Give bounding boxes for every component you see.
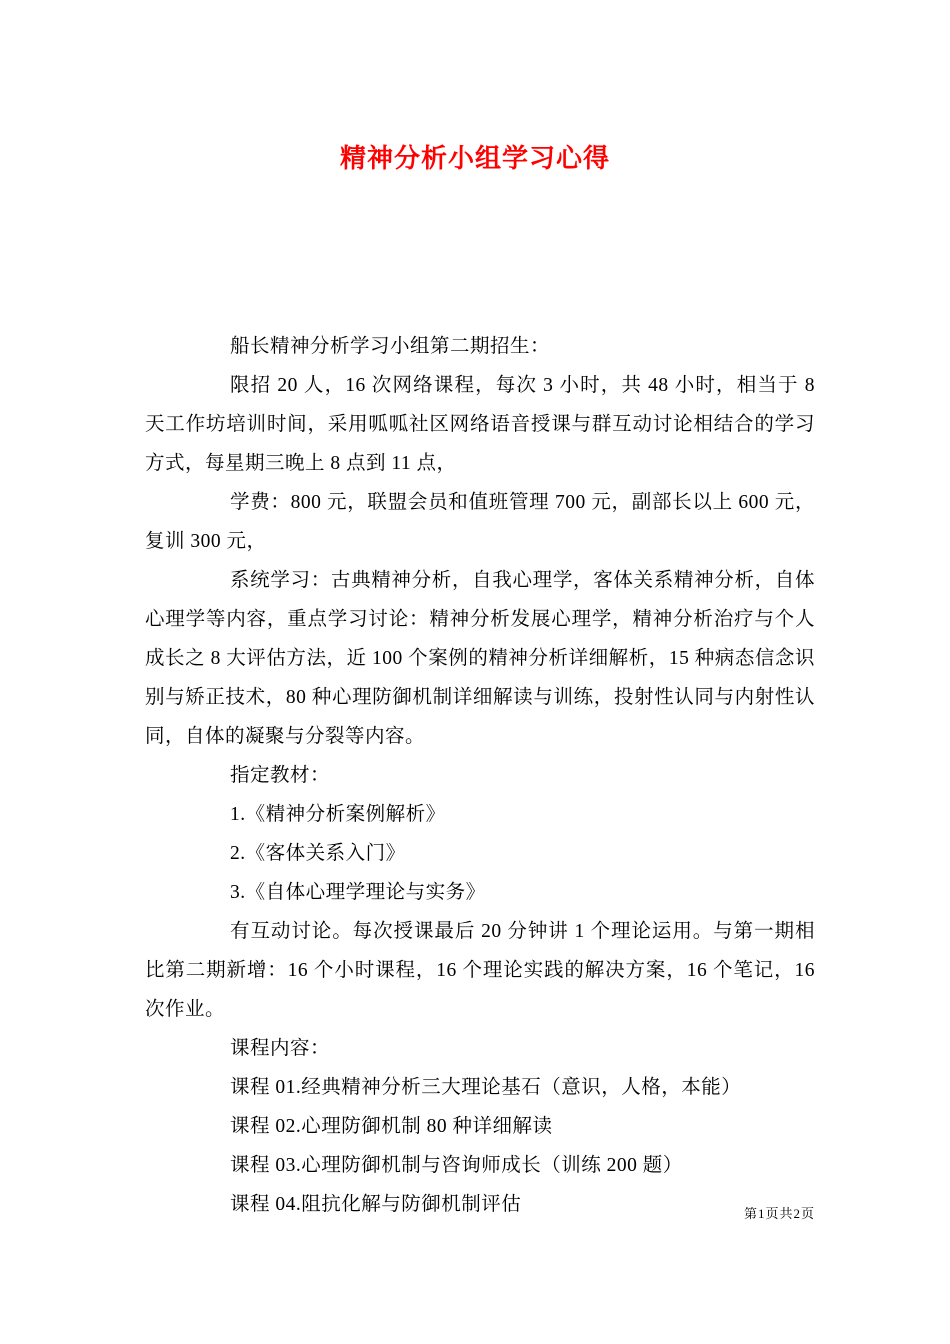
paragraph: 系统学习：古典精神分析，自我心理学，客体关系精神分析，自体心理学等内容，重点学习讨论：精神分析发展心理学，精神分析治疗与个人成长之 8 大评估方法，近 100 个案例的精神分析详细解析，15 种病态信念识别与矫正技术，80 种心理防御机制详细解读与训练，投射性认同与内射性认同，自体的凝聚与分裂等内容。 xyxy=(145,570,815,747)
page-number: 第1页共2页 xyxy=(743,1206,815,1221)
paragraph: 3.《自体心理学理论与实务》 xyxy=(230,882,486,903)
paragraph: 课程 01.经典精神分析三大理论基石（意识，人格，本能） xyxy=(230,1077,742,1098)
paragraph: 1.《精神分析案例解析》 xyxy=(230,804,446,825)
paragraph: 2.《客体关系入门》 xyxy=(230,843,406,864)
paragraph: 船长精神分析学习小组第二期招生： xyxy=(230,336,551,357)
paragraph: 限招 20 人，16 次网络课程，每次 3 小时，共 48 小时，相当于 8 天工作坊培训时间，采用呱呱社区网络语音授课与群互动讨论相结合的学习方式，每星期三晚上 8 点到 11 点， xyxy=(145,375,815,474)
paragraph: 指定教材： xyxy=(230,765,331,786)
paragraph: 课程 02.心理防御机制 80 种详细解读 xyxy=(230,1116,553,1137)
paragraph: 学费：800 元，联盟会员和值班管理 700 元，副部长以上 600 元，复训 300 元， xyxy=(145,492,815,552)
paragraph: 有互动讨论。每次授课最后 20 分钟讲 1 个理论运用。与第一期相比第二期新增：16 个小时课程，16 个理论实践的解决方案，16 个笔记，16 次作业。 xyxy=(145,921,815,1020)
paragraph: 课程 04.阻抗化解与防御机制评估 xyxy=(230,1194,522,1215)
document-body xyxy=(0,327,950,1224)
paragraph: 课程 03.心理防御机制与咨询师成长（训练 200 题） xyxy=(230,1155,683,1176)
document-title: 精神分析小组学习心得 xyxy=(339,144,610,173)
paragraph: 课程内容： xyxy=(230,1038,331,1059)
